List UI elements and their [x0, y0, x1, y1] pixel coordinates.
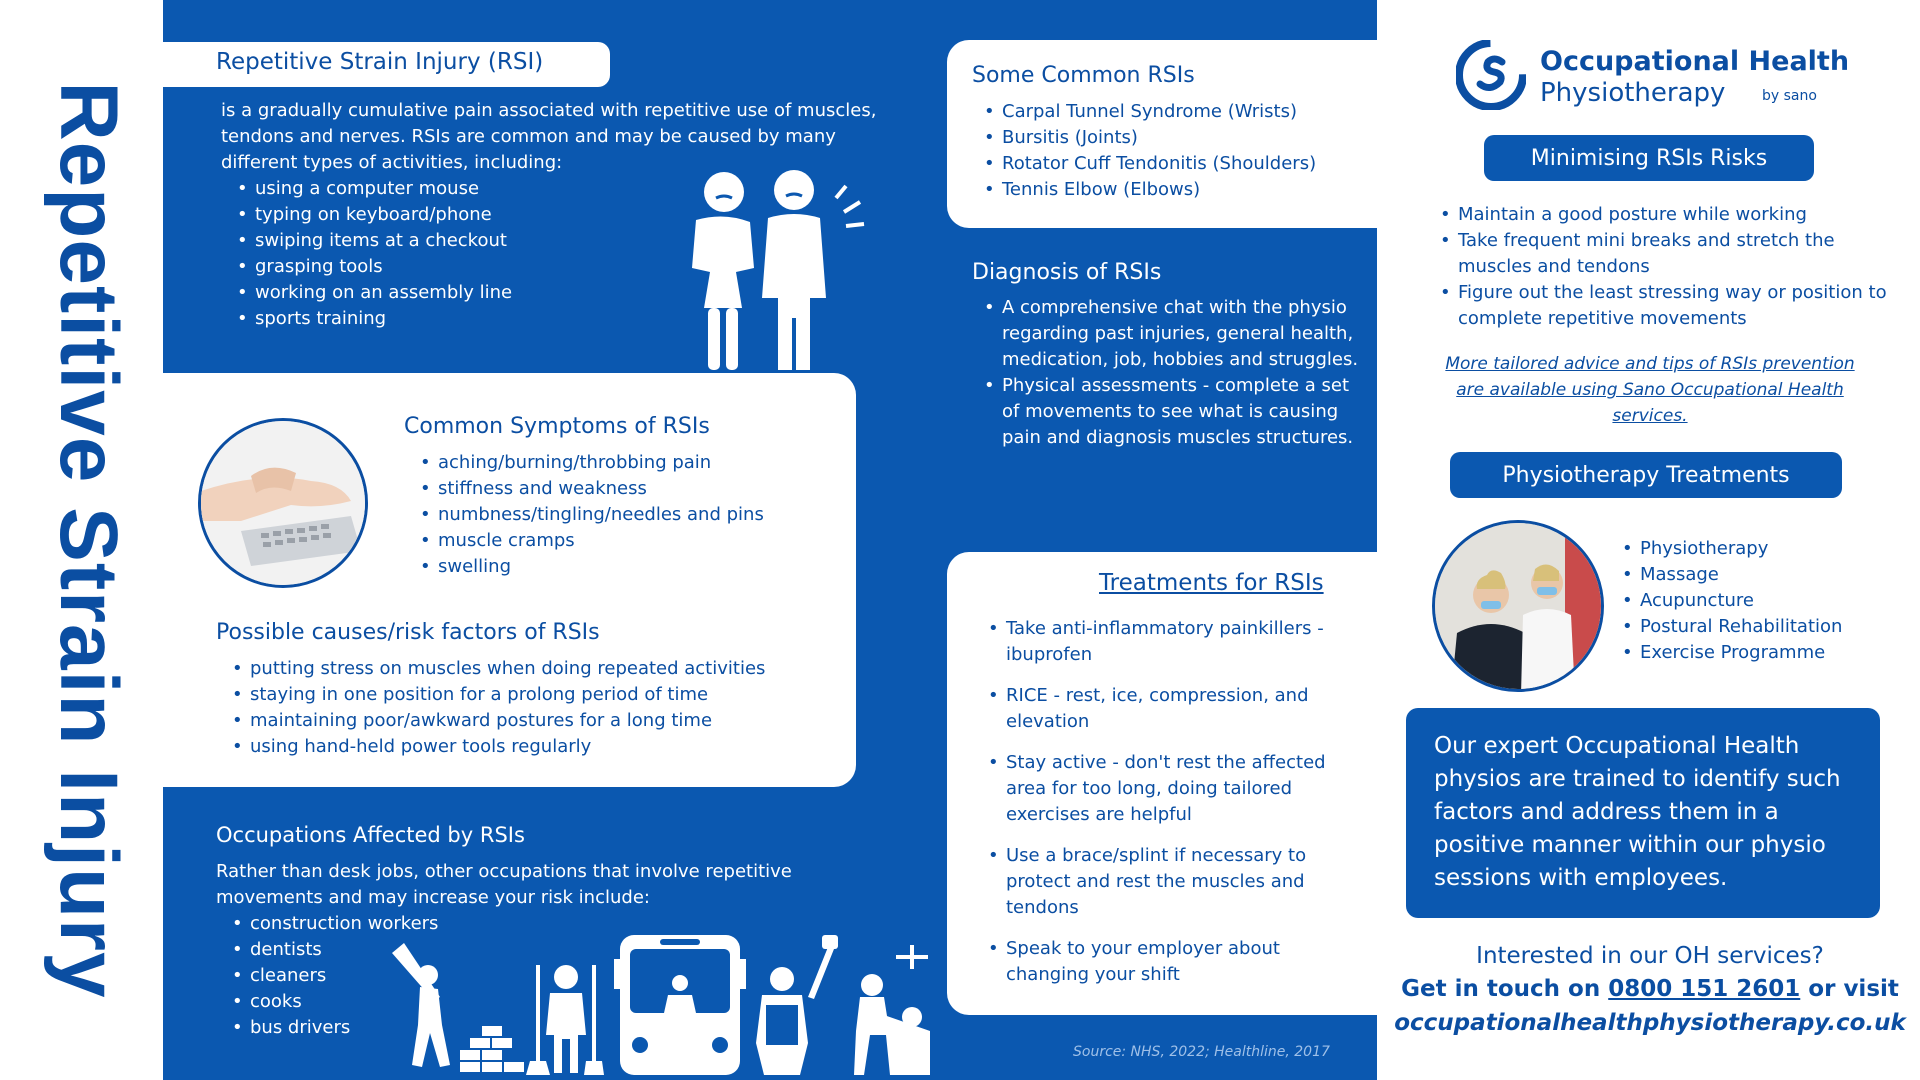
- wrist-pain-photo: [198, 418, 368, 588]
- list-item: • swiping items at a checkout: [233, 228, 512, 254]
- list-item: • sports training: [233, 306, 512, 332]
- cook-icon: [756, 935, 838, 1075]
- list-item: • swelling: [416, 554, 764, 580]
- list-item: • Postural Rehabilitation: [1618, 614, 1842, 640]
- diagnosis-title: Diagnosis of RSIs: [972, 260, 1162, 285]
- minimising-list: [1436, 202, 1896, 332]
- list-item: • grasping tools: [233, 254, 512, 280]
- list-item: • cleaners: [228, 963, 438, 989]
- company-logo-icon: [1456, 40, 1526, 110]
- list-item: • RICE - rest, ice, compression, and elevation: [984, 683, 1364, 735]
- occupations-description: Rather than desk jobs, other occupations that involve repetitive movements and may increase your risk include:: [216, 861, 792, 908]
- tailored-advice-link[interactable]: More tailored advice and tips of RSIs prevention are available using Sano Occupational Health services.: [1445, 354, 1855, 426]
- list-item: • A comprehensive chat with the physio regarding past injuries, general health, medication, job, hobbies and struggles.: [980, 295, 1360, 373]
- list-item: • staying in one position for a prolong period of time: [228, 682, 765, 708]
- occupations-illustration: [390, 935, 930, 1075]
- cta-contact-line: [1380, 976, 1920, 1002]
- diagnosis-list: [980, 295, 1360, 451]
- physio-people-icon: [1435, 523, 1604, 692]
- list-item: • Bursitis (Joints): [980, 125, 1316, 151]
- occupations-title: Occupations Affected by RSIs: [216, 823, 525, 847]
- list-item: • Stay active - don't rest the affected area for too long, doing tailored exercises are helpful: [984, 750, 1364, 828]
- source-citation: Source: NHS, 2022; Healthline, 2017: [1073, 1044, 1330, 1060]
- logo-by-sano: by sano: [1762, 88, 1817, 104]
- list-item: • Take anti-inflammatory painkillers - ibuprofen: [984, 616, 1364, 668]
- list-item: • Use a brace/splint if necessary to protect and rest the muscles and tendons: [984, 843, 1364, 921]
- list-item: • muscle cramps: [416, 528, 764, 554]
- list-item: • Take frequent mini breaks and stretch the muscles and tendons: [1436, 228, 1896, 280]
- list-item: • stiffness and weakness: [416, 476, 764, 502]
- physio-session-photo: [1432, 520, 1604, 692]
- list-item: • Physical assessments - complete a set of movements to see what is causing pain and diagnosis muscles structures.: [980, 373, 1360, 451]
- list-item: • putting stress on muscles when doing repeated activities: [228, 656, 765, 682]
- list-item: • Rotator Cuff Tendonitis (Shoulders): [980, 151, 1316, 177]
- symptoms-list: [416, 450, 764, 580]
- cta-prefix: Get in touch on: [1401, 976, 1609, 1002]
- expert-physios-callout: Our expert Occupational Health physios are trained to identify such factors and address them in a positive manner within our physio sessions with employees.: [1406, 708, 1880, 918]
- construction-worker-icon: [392, 943, 524, 1072]
- logo-title: Occupational Health: [1540, 46, 1850, 77]
- list-item: • Speak to your employer about changing your shift: [984, 936, 1364, 988]
- cleaner-icon: [526, 965, 604, 1075]
- list-item: • cooks: [228, 989, 438, 1015]
- list-item: • dentists: [228, 937, 438, 963]
- vertical-page-title: Repetitive Strain Injury: [43, 81, 134, 999]
- list-item: • maintaining poor/awkward postures for a long time: [228, 708, 765, 734]
- list-item: • Physiotherapy: [1618, 536, 1842, 562]
- treatments-title: Treatments for RSIs: [1099, 570, 1324, 596]
- phone-number-link[interactable]: 0800 151 2601: [1608, 976, 1801, 1002]
- list-item: • construction workers: [228, 911, 438, 937]
- people-in-pain-icon: [676, 168, 876, 374]
- causes-title: Possible causes/risk factors of RSIs: [216, 620, 600, 645]
- list-item: • Acupuncture: [1618, 588, 1842, 614]
- list-item: • using hand-held power tools regularly: [228, 734, 765, 760]
- common-rsis-list: [980, 99, 1316, 203]
- list-item: • numbness/tingling/needles and pins: [416, 502, 764, 528]
- list-item: • Figure out the least stressing way or position to complete repetitive movements: [1436, 280, 1896, 332]
- list-item: • Massage: [1618, 562, 1842, 588]
- treatments-list: [984, 616, 1364, 1003]
- list-item: • Tennis Elbow (Elbows): [980, 177, 1316, 203]
- rsi-title: Repetitive Strain Injury (RSI): [216, 49, 544, 75]
- list-item: • Maintain a good posture while working: [1436, 202, 1896, 228]
- dentist-icon: [854, 945, 930, 1075]
- rsi-description: is a gradually cumulative pain associated with repetitive use of muscles, tendons and nerves. RSIs are common and may be caused by many different types of activities, including:: [221, 100, 877, 173]
- common-rsis-title: Some Common RSIs: [972, 63, 1195, 88]
- hand-on-keyboard-icon: [201, 421, 368, 588]
- bus-icon: [614, 935, 746, 1075]
- symptoms-title: Common Symptoms of RSIs: [404, 414, 710, 439]
- list-item: • using a computer mouse: [233, 176, 512, 202]
- cta-suffix: or visit: [1800, 976, 1899, 1002]
- website-link[interactable]: occupationalhealthphysiotherapy.co.uk: [1394, 1010, 1906, 1036]
- list-item: • bus drivers: [228, 1015, 438, 1041]
- list-item: • working on an assembly line: [233, 280, 512, 306]
- physio-treatments-list: [1618, 536, 1842, 666]
- rsi-activities-list: [233, 176, 512, 332]
- logo-subtitle: Physiotherapy: [1540, 78, 1726, 108]
- minimising-title: Minimising RSIs Risks: [1484, 135, 1814, 181]
- causes-list: [228, 656, 765, 760]
- cta-question: Interested in our OH services?: [1476, 943, 1824, 969]
- list-item: • typing on keyboard/phone: [233, 202, 512, 228]
- list-item: • aching/burning/throbbing pain: [416, 450, 764, 476]
- physio-treatments-title: Physiotherapy Treatments: [1450, 452, 1842, 498]
- list-item: • Carpal Tunnel Syndrome (Wrists): [980, 99, 1316, 125]
- list-item: • Exercise Programme: [1618, 640, 1842, 666]
